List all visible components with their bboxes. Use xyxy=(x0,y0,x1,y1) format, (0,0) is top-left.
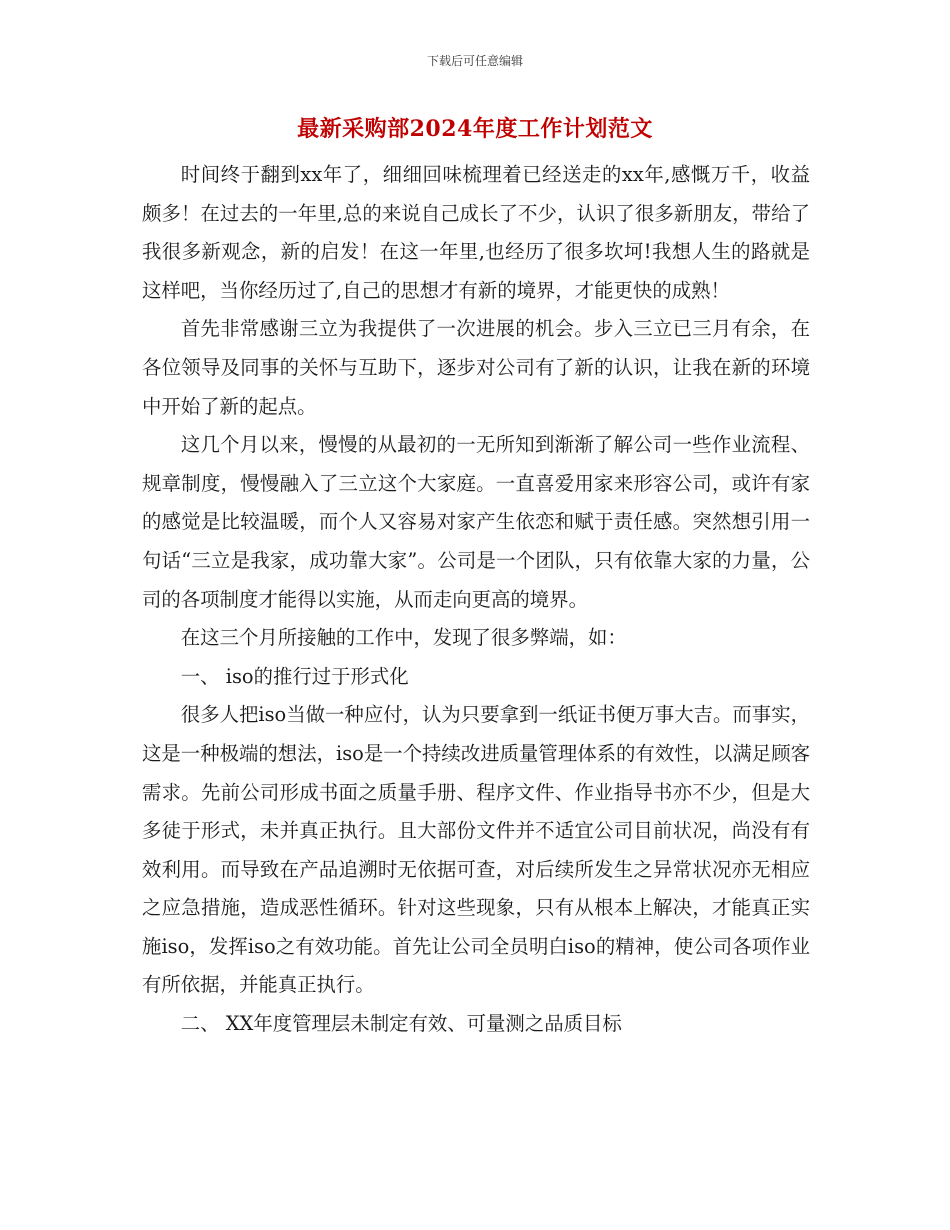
paragraph-issues-intro: 在这三个月所接触的工作中，发现了很多弊端，如： xyxy=(180,626,627,650)
heading-issue-two: 二、 XX年度管理层未制定有效、可量测之品质目标 xyxy=(180,1012,622,1036)
document-title: 最新采购部2024年度工作计划范文 xyxy=(297,116,653,142)
paragraph-intro: 时间终于翻到xx年了，细细回味梳理着已经送走的xx年,感慨万千，收益颇多！在过去的一年里,总的来说自己成长了不少，认识了很多新朋友，带给了我很多新观念，新的启发！在这一年里,也经历了很多坎坷!我想人生的路就是这样吧，当你经历过了,自己的思想才有新的境界，才能更快的成熟！ xyxy=(142,163,810,302)
paragraph-thanks: 首先非常感谢三立为我提供了一次进展的机会。步入三立已三月有余，在各位领导及同事的关怀与互助下，逐步对公司有了新的认识，让我在新的环境中开始了新的起点。 xyxy=(142,317,810,418)
paragraph-months: 这几个月以来，慢慢的从最初的一无所知到渐渐了解公司一些作业流程、规章制度，慢慢融入了三立这个大家庭。一直喜爱用家来形容公司，或许有家的感觉是比较温暖，而个人又容易对家产生依恋和赋于责任感。突然想引用一句话“三立是我家，成功靠大家”。公司是一个团队，只有依靠大家的力量，公司的各项制度才能得以实施，从而走向更高的境界。 xyxy=(142,433,810,611)
header-note: 下载后可任意编辑 xyxy=(426,54,523,68)
heading-issue-one: 一、 iso的推行过于形式化 xyxy=(180,664,409,688)
paragraph-iso: 很多人把iso当做一种应付，认为只要拿到一纸证书便万事大吉。而事实，这是一种极端的想法，iso是一个持续改进质量管理体系的有效性，以满足顾客需求。先前公司形成书面之质量手册、程序文件、作业指导书亦不少，但是大多徒于形式，未并真正执行。且大部份文件并不适宜公司目前状况，尚没有有效利用。而导致在产品追溯时无依据可查，对后续所发生之异常状况亦无相应之应急措施，造成恶性循环。针对这些现象，只有从根本上解决，才能真正实施iso，发挥iso之有效功能。首先让公司全员明白iso的精神，使公司各项作业有所依据，并能真正执行。 xyxy=(142,703,810,997)
document-body xyxy=(142,156,810,1044)
